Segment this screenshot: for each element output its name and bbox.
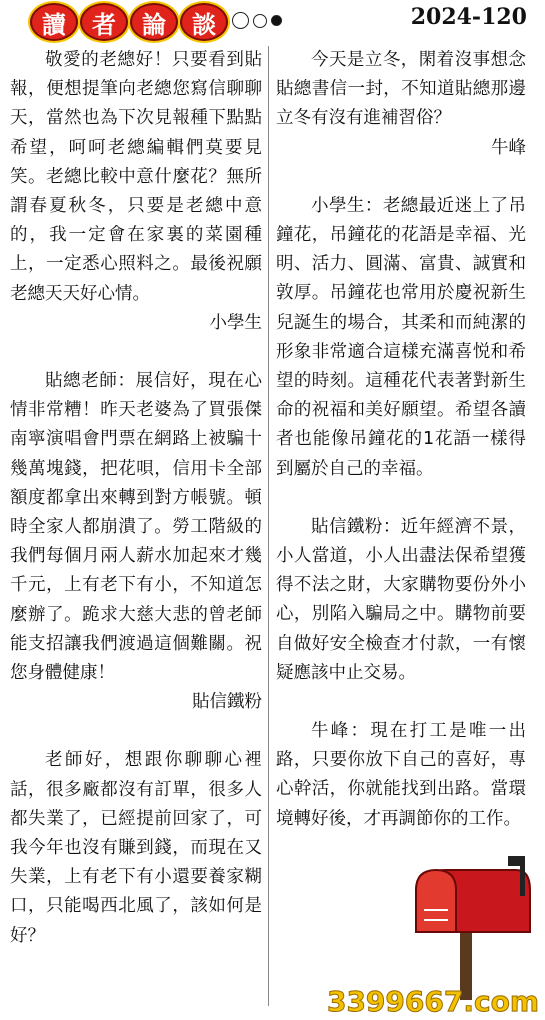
right-column — [276, 46, 526, 834]
letter-signature: 牛峰 — [491, 137, 526, 158]
mailbox-icon — [396, 850, 536, 1000]
circle-icon — [253, 14, 267, 28]
watermark: 3399667.com — [326, 985, 539, 1018]
reply-body: 牛峰：現在打工是唯一出路，只要你放下自己的喜好，專心幹活，你就能找到出路。當環境轉好後，才再調節你的工作。 — [276, 721, 526, 829]
title-char: 者 — [80, 3, 128, 41]
letter-signature: 貼信鐵粉 — [192, 692, 262, 713]
decorative-dots — [232, 12, 282, 29]
letter-body: 老師好，想跟你聊聊心裡話，很多廠都沒有訂單，很多人都失業了，已經提前回家了，可我今年也沒有賺到錢，而現在又失業，上有老下有小還要養家糊口，只能喝西北風了，該如何是好？ — [10, 750, 262, 946]
title-char: 論 — [130, 3, 178, 41]
header — [0, 0, 545, 40]
column-divider — [268, 46, 269, 1006]
letter-body: 敬愛的老總好！只要看到貼報，便想提筆向老總您寫信聊聊天，當然也為下次見報種下點點希望，呵呵老總編輯們莫要見笑。老總比較中意什麼花？無所謂春夏秋冬，只要是老總中意的，我一定會在家裏的菜園種上，一定悉心照料之。最後祝願老總天天好心情。 — [10, 50, 262, 304]
title-char: 談 — [180, 3, 228, 41]
issue-number: 2024-120 — [410, 4, 527, 30]
reply-body: 小學生：老總最近迷上了吊鐘花，吊鐘花的花語是幸福、光明、活力、圓滿、富貴、誠實和敦厚。吊鐘花也常用於慶祝新生兒誕生的場合，其柔和而純潔的形象非常適合這樣充滿喜悦和希望的時刻。這種花代表著對新生命的祝福和美好願望。希望各讀者也能像吊鐘花的1花語一樣得到屬於自己的幸福。 — [276, 195, 526, 479]
letter-body: 今天是立冬，閑着沒事想念貼總書信一封，不知道貼總那邊立冬有沒有進補習俗？ — [276, 50, 526, 129]
left-column — [10, 46, 262, 951]
letter-body: 貼總老師：展信好，現在心情非常糟！昨天老婆為了買張傑南寧演唱會門票在網路上被騙十幾萬塊錢，把花唄，信用卡全部額度都拿出來轉到對方帳號。頓時全家人都崩潰了。勞工階級的我們每個月兩人薪水加起來才幾千元，上有老下有小，不知道怎麼辦了。跪求大慈大悲的曾老師能支招讓我們渡過這個難關。祝您身體健康！ — [10, 371, 262, 684]
filled-circle-icon — [271, 15, 282, 26]
column-title — [30, 3, 228, 41]
title-char: 讀 — [30, 3, 78, 41]
reply-body: 貼信鐵粉：近年經濟不景，小人當道，小人出盡法保希望獲得不法之財，大家購物要份外小心，別陷入騙局之中。購物前要自做好安全檢查才付款，一有懷疑應該中止交易。 — [276, 516, 526, 683]
circle-icon — [232, 12, 249, 29]
letter-signature: 小學生 — [209, 312, 262, 333]
